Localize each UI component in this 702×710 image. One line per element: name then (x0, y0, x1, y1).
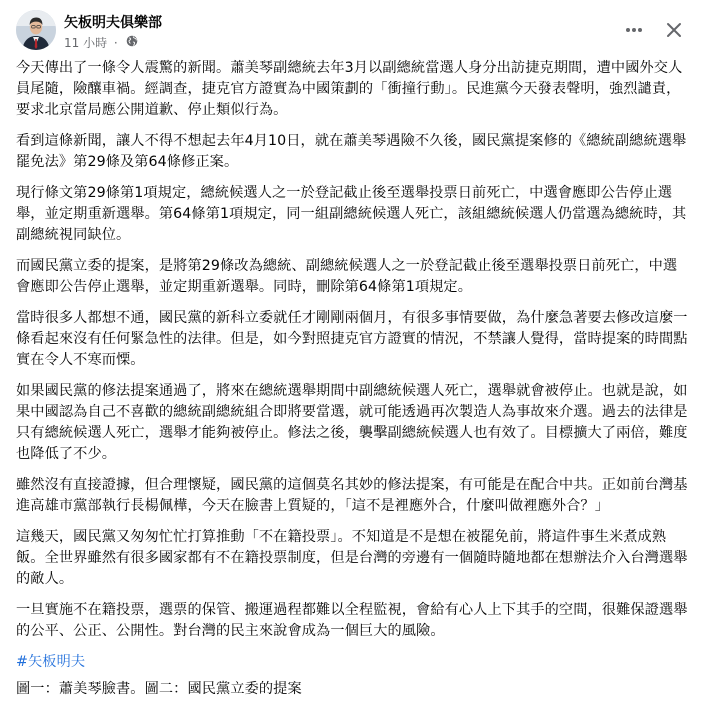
hashtag-link[interactable]: #矢板明夫 (16, 654, 86, 670)
hashtag-line (16, 652, 688, 673)
close-icon (664, 20, 684, 40)
post-paragraph: 今天傳出了一條令人震驚的新聞。蕭美琴副總統去年3月以副總統當選人身分出訪捷克期間，遭中國外交人員尾隨，險釀車禍。經調查，捷克官方證實為中國策劃的「衝撞行動」。民進黨今天發表聲明，強烈譴責，要求北京當局應公開道歉、停止類似行為。 (16, 60, 683, 118)
post-paragraph: 雖然沒有直接證據，但合理懷疑，國民黨的這個莫名其妙的修法提案，有可能是在配合中共。正如前台灣基進高雄市黨部執行長楊佩樺，今天在臉書上質疑的，「這不是裡應外合，什麼叫做裡應外合？」 (16, 477, 688, 514)
post-meta (64, 34, 138, 51)
author-name[interactable]: 矢板明夫俱樂部 (64, 15, 162, 31)
post-paragraph: 當時很多人都想不通，國民黨的新科立委就任才剛剛兩個月，有很多事情要做，為什麼急著要去修改這麼一條看起來沒有任何緊急性的法律。但是，如今對照捷克官方證實的情況，不禁讓人覺得，當時提案的時間點實在令人不寒而慄。 (16, 310, 688, 368)
image-caption: 圖一：蕭美琴臉書。圖二：國民黨立委的提案 (16, 681, 302, 697)
meta-separator: · (113, 35, 118, 50)
avatar[interactable] (16, 10, 56, 50)
post-paragraph: 如果國民黨的修法提案通過了，將來在總統選舉期間中副總統候選人死亡，選舉就會被停止。也就是說，如果中國認為自己不喜歡的總統副總統組合即將要當選，就可能透過再次製造人為事故來介選。過去的法律是只有總統候選人死亡，選舉才能夠被停止。修法之後，襲擊副總統候選人也有效了。目標擴大了兩倍，難度也降低了不少。 (16, 383, 688, 462)
post-paragraph: 而國民黨立委的提案，是將第29條改為總統、副總統候選人之一於登記截止後至選舉投票日前死亡，中選會應即公告停止選舉，並定期重新選舉。同時，刪除第64條第1項規定。 (16, 258, 678, 295)
more-options-button[interactable] (616, 12, 652, 48)
close-post-button[interactable] (656, 12, 692, 48)
post-paragraph: 現行條文第29條第1項規定，總統候選人之一於登記截止後至選舉投票日前死亡，中選會應即公告停止選舉，並定期重新選舉。第64條第1項規定，同一組副總統候選人死亡，該組總統候選人仍當選為總統時，其副總統視同缺位。 (16, 185, 687, 243)
profile-photo (16, 10, 56, 50)
globe-icon (126, 35, 138, 50)
post-time[interactable]: 11 小時 (64, 36, 108, 50)
post-paragraph: 這幾天，國民黨又匆匆忙忙打算推動「不在籍投票」。不知道是不是想在被罷免前，將這件事生米煮成熟飯。全世界雖然有很多國家都有不在籍投票制度，但是台灣的旁邊有一個隨時隨地都在想辦法介入台灣選舉的敵人。 (16, 529, 688, 587)
post-body (16, 58, 688, 710)
more-horizontal-icon (624, 20, 644, 40)
post-header (16, 10, 686, 54)
post-paragraph: 一旦實施不在籍投票，選票的保管、搬運過程都難以全程監視，會給有心人上下其手的空間，很難保證選舉的公平、公正、公開性。對台灣的民主來說會成為一個巨大的風險。 (16, 602, 688, 639)
post-paragraph: 看到這條新聞，讓人不得不想起去年4月10日，就在蕭美琴遇險不久後，國民黨提案修的《總統副總統選舉罷免法》第29條及第64條修正案。 (16, 133, 687, 170)
